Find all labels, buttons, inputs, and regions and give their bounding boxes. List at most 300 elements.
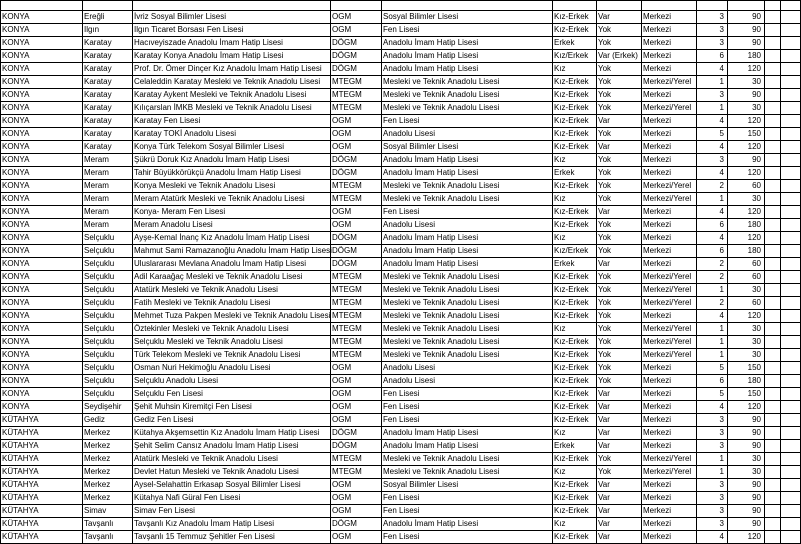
district-cell: Merkez <box>83 492 133 505</box>
empty-cell <box>765 401 781 414</box>
empty-cell <box>781 440 801 453</box>
dormitory-cell: Yok <box>597 362 642 375</box>
dormitory-cell: Var <box>597 141 642 154</box>
district-cell: Karatay <box>83 102 133 115</box>
district-cell: Selçuklu <box>83 258 133 271</box>
dormitory-cell: Yok <box>597 232 642 245</box>
district-cell: Selçuklu <box>83 297 133 310</box>
province-cell: KONYA <box>1 245 83 258</box>
quota-cell: 90 <box>728 24 765 37</box>
admission-cell: Merkezi <box>642 362 697 375</box>
empty-cell <box>765 505 781 518</box>
table-row <box>1 102 801 115</box>
unit-cell: OGM <box>331 479 382 492</box>
quota-cell: 120 <box>728 531 765 544</box>
school-name-cell: Tahir Büyükkörükçü Anadolu İmam Hatip Lisesi <box>133 167 331 180</box>
class-count-cell: 1 <box>697 349 728 362</box>
district-cell: Selçuklu <box>83 375 133 388</box>
gender-cell: Kız <box>553 427 597 440</box>
empty-cell <box>781 167 801 180</box>
quota-cell: 60 <box>728 271 765 284</box>
empty-cell <box>781 492 801 505</box>
table-row <box>1 245 801 258</box>
school-name-cell: Konya Türk Telekom Sosyal Bilimler Lisesi <box>133 141 331 154</box>
empty-cell <box>781 180 801 193</box>
province-cell: KONYA <box>1 63 83 76</box>
table-row <box>1 349 801 362</box>
quota-cell: 120 <box>728 115 765 128</box>
admission-cell: Merkezi <box>642 258 697 271</box>
quota-cell: 120 <box>728 167 765 180</box>
province-cell: KÜTAHYA <box>1 518 83 531</box>
district-cell: Merkez <box>83 440 133 453</box>
class-count-cell: 4 <box>697 141 728 154</box>
class-count-cell: 3 <box>697 11 728 24</box>
table-row <box>1 193 801 206</box>
quota-cell: 180 <box>728 245 765 258</box>
school-name-cell: Kütahya Nafi Güral Fen Lisesi <box>133 492 331 505</box>
province-cell: KONYA <box>1 401 83 414</box>
school-type-cell: Sosyal Bilimler Lisesi <box>382 11 553 24</box>
admission-cell: Merkezi/Yerel <box>642 453 697 466</box>
empty-cell <box>781 505 801 518</box>
class-count-cell: 2 <box>697 271 728 284</box>
gender-cell: Erkek <box>553 167 597 180</box>
class-count-cell: 1 <box>697 323 728 336</box>
school-type-cell: Mesleki ve Teknik Anadolu Lisesi <box>382 284 553 297</box>
school-name-cell: Şehit Muhsin Kiremitçi Fen Lisesi <box>133 401 331 414</box>
quota-cell: 90 <box>728 37 765 50</box>
empty-cell <box>765 362 781 375</box>
class-count-cell: 6 <box>697 375 728 388</box>
school-name-cell: Kılıçarslan İMKB Mesleki ve Teknik Anadolu Lisesi <box>133 102 331 115</box>
quota-cell: 30 <box>728 466 765 479</box>
class-count-cell: 3 <box>697 518 728 531</box>
empty-cell <box>781 310 801 323</box>
school-type-cell: Fen Lisesi <box>382 414 553 427</box>
table-row <box>1 310 801 323</box>
class-count-cell: 4 <box>697 531 728 544</box>
district-cell: Merkez <box>83 479 133 492</box>
unit-cell: MTEGM <box>331 323 382 336</box>
school-name-cell: Karatay Aykent Mesleki ve Teknik Anadolu Lisesi <box>133 89 331 102</box>
school-type-cell: Anadolu İmam Hatip Lisesi <box>382 518 553 531</box>
table-row <box>1 401 801 414</box>
dormitory-cell: Yok <box>597 271 642 284</box>
unit-cell: OGM <box>331 11 382 24</box>
class-count-cell: 4 <box>697 206 728 219</box>
unit-cell: MTEGM <box>331 102 382 115</box>
empty-cell <box>781 453 801 466</box>
school-name-cell: Türk Telekom Mesleki ve Teknik Anadolu Lisesi <box>133 349 331 362</box>
gender-cell: Kız <box>553 63 597 76</box>
unit-cell: MTEGM <box>331 310 382 323</box>
table-row <box>1 1 801 11</box>
admission-cell: Merkezi <box>642 24 697 37</box>
unit-cell: OGM <box>331 362 382 375</box>
empty-cell <box>781 245 801 258</box>
empty-cell <box>765 11 781 24</box>
empty-cell <box>765 466 781 479</box>
school-type-cell: Fen Lisesi <box>382 206 553 219</box>
dormitory-cell: Yok <box>597 297 642 310</box>
gender-cell: Kız <box>553 193 597 206</box>
empty-cell <box>781 24 801 37</box>
province-cell: KÜTAHYA <box>1 505 83 518</box>
admission-cell: Merkezi <box>642 154 697 167</box>
province-cell: KONYA <box>1 24 83 37</box>
gender-cell: Kız-Erkek <box>553 505 597 518</box>
table-row <box>1 388 801 401</box>
dormitory-cell: Yok <box>597 128 642 141</box>
unit-cell: OGM <box>331 492 382 505</box>
table-row <box>1 518 801 531</box>
empty-cell <box>781 479 801 492</box>
admission-cell: Merkezi <box>642 388 697 401</box>
table-row <box>1 453 801 466</box>
admission-cell: Merkezi <box>642 37 697 50</box>
class-count-cell: 3 <box>697 440 728 453</box>
class-count-cell: 2 <box>697 297 728 310</box>
unit-cell: OGM <box>331 531 382 544</box>
gender-cell: Kız-Erkek <box>553 453 597 466</box>
province-cell: KONYA <box>1 323 83 336</box>
province-cell: KONYA <box>1 89 83 102</box>
empty-cell <box>765 232 781 245</box>
district-cell: Karatay <box>83 128 133 141</box>
table-row <box>1 128 801 141</box>
school-name-cell: Ilgın Ticaret Borsası Fen Lisesi <box>133 24 331 37</box>
quota-cell: 180 <box>728 219 765 232</box>
unit-cell: MTEGM <box>331 284 382 297</box>
admission-cell: Merkezi/Yerel <box>642 271 697 284</box>
province-cell: KONYA <box>1 349 83 362</box>
unit-cell: OGM <box>331 505 382 518</box>
district-cell: Selçuklu <box>83 271 133 284</box>
class-count-cell: 4 <box>697 167 728 180</box>
district-cell: Ilgın <box>83 24 133 37</box>
province-cell: KONYA <box>1 180 83 193</box>
table-row <box>1 76 801 89</box>
unit-cell: MTEGM <box>331 271 382 284</box>
dormitory-cell: Var <box>597 440 642 453</box>
empty-cell <box>765 37 781 50</box>
school-type-cell: Fen Lisesi <box>382 24 553 37</box>
unit-cell: DÖGM <box>331 154 382 167</box>
school-type-cell: Anadolu İmam Hatip Lisesi <box>382 63 553 76</box>
class-count-cell: 3 <box>697 492 728 505</box>
quota-cell: 90 <box>728 440 765 453</box>
empty-cell <box>781 258 801 271</box>
gender-cell: Kız <box>553 323 597 336</box>
school-name-cell: Öztekinler Mesleki ve Teknik Anadolu Lisesi <box>133 323 331 336</box>
quota-cell: 90 <box>728 427 765 440</box>
class-count-cell: 4 <box>697 115 728 128</box>
unit-cell: OGM <box>331 375 382 388</box>
province-cell: KÜTAHYA <box>1 414 83 427</box>
class-count-cell: 6 <box>697 50 728 63</box>
dormitory-cell: Yok <box>597 336 642 349</box>
class-count-cell: 4 <box>697 232 728 245</box>
school-name-cell: Selçuklu Fen Lisesi <box>133 388 331 401</box>
school-type-cell: Fen Lisesi <box>382 505 553 518</box>
admission-cell: Merkezi <box>642 492 697 505</box>
district-cell: Karatay <box>83 141 133 154</box>
unit-cell: MTEGM <box>331 297 382 310</box>
dormitory-cell: Var <box>597 414 642 427</box>
province-cell: KÜTAHYA <box>1 453 83 466</box>
empty-cell <box>781 89 801 102</box>
school-name-cell: Osman Nuri Hekimoğlu Anadolu Lisesi <box>133 362 331 375</box>
district-cell: Selçuklu <box>83 362 133 375</box>
dormitory-cell: Var <box>597 518 642 531</box>
quota-cell: 90 <box>728 89 765 102</box>
province-cell: KÜTAHYA <box>1 531 83 544</box>
class-count-cell: 1 <box>697 102 728 115</box>
empty-cell <box>765 24 781 37</box>
table-row <box>1 141 801 154</box>
class-count-cell: 1 <box>697 284 728 297</box>
quota-cell: 120 <box>728 232 765 245</box>
unit-cell: MTEGM <box>331 466 382 479</box>
district-cell: Selçuklu <box>83 323 133 336</box>
school-type-cell: Mesleki ve Teknik Anadolu Lisesi <box>382 180 553 193</box>
table-row <box>1 427 801 440</box>
school-name-cell: Celaleddin Karatay Mesleki ve Teknik Anadolu Lisesi <box>133 76 331 89</box>
admission-cell: Merkezi <box>642 310 697 323</box>
admission-cell: Merkezi <box>642 505 697 518</box>
school-type-cell: Fen Lisesi <box>382 388 553 401</box>
quota-cell: 120 <box>728 141 765 154</box>
admission-cell: Merkezi <box>642 518 697 531</box>
empty-cell <box>765 219 781 232</box>
class-count-cell: 1 <box>697 76 728 89</box>
empty-cell <box>781 388 801 401</box>
dormitory-cell: Var <box>597 492 642 505</box>
school-name-cell: Uluslararası Mevlana Anadolu İmam Hatip Lisesi <box>133 258 331 271</box>
empty-cell <box>765 479 781 492</box>
unit-cell: DÖGM <box>331 37 382 50</box>
quota-cell: 60 <box>728 258 765 271</box>
district-cell: Karatay <box>83 37 133 50</box>
admission-cell: Merkezi <box>642 50 697 63</box>
school-type-cell: Mesleki ve Teknik Anadolu Lisesi <box>382 349 553 362</box>
admission-cell: Merkezi <box>642 414 697 427</box>
school-type-cell: Mesleki ve Teknik Anadolu Lisesi <box>382 336 553 349</box>
unit-cell: MTEGM <box>331 349 382 362</box>
empty-cell <box>765 141 781 154</box>
table-row <box>1 492 801 505</box>
empty-cell <box>781 531 801 544</box>
empty-cell <box>781 193 801 206</box>
school-name-cell: Karatay Konya Anadolu İmam Hatip Lisesi <box>133 50 331 63</box>
empty-cell <box>765 336 781 349</box>
school-type-cell: Anadolu İmam Hatip Lisesi <box>382 167 553 180</box>
school-name-cell: İvriz Sosyal Bilimler Lisesi <box>133 11 331 24</box>
empty-cell <box>765 297 781 310</box>
table-row <box>1 531 801 544</box>
class-count-cell: 3 <box>697 37 728 50</box>
dormitory-cell: Yok <box>597 193 642 206</box>
district-cell: Gediz <box>83 414 133 427</box>
empty-cell <box>765 258 781 271</box>
admission-cell: Merkezi/Yerel <box>642 180 697 193</box>
admission-cell: Merkezi <box>642 63 697 76</box>
quota-cell: 30 <box>728 76 765 89</box>
district-cell: Selçuklu <box>83 388 133 401</box>
unit-cell: OGM <box>331 414 382 427</box>
admission-cell: Merkezi/Yerel <box>642 193 697 206</box>
dormitory-cell: Yok <box>597 219 642 232</box>
school-type-cell: Anadolu İmam Hatip Lisesi <box>382 154 553 167</box>
empty-cell <box>765 102 781 115</box>
class-count-cell: 3 <box>697 427 728 440</box>
unit-cell: MTEGM <box>331 89 382 102</box>
province-cell: KONYA <box>1 167 83 180</box>
school-type-cell: Anadolu İmam Hatip Lisesi <box>382 427 553 440</box>
school-name-cell: Selçuklu Anadolu Lisesi <box>133 375 331 388</box>
class-count-cell: 3 <box>697 24 728 37</box>
dormitory-cell: Yok <box>597 453 642 466</box>
dormitory-cell: Yok <box>597 37 642 50</box>
gender-cell: Kız-Erkek <box>553 11 597 24</box>
class-count-cell: 4 <box>697 310 728 323</box>
empty-cell <box>765 284 781 297</box>
school-name-cell: Tavşanlı 15 Temmuz Şehitler Fen Lisesi <box>133 531 331 544</box>
school-type-cell: Anadolu Lisesi <box>382 362 553 375</box>
table-row <box>1 50 801 63</box>
unit-cell: OGM <box>331 388 382 401</box>
table-row <box>1 115 801 128</box>
province-cell: KONYA <box>1 50 83 63</box>
district-cell: Selçuklu <box>83 349 133 362</box>
gender-cell: Kız-Erkek <box>553 531 597 544</box>
dormitory-cell: Var <box>597 427 642 440</box>
empty-cell <box>765 180 781 193</box>
province-cell: KONYA <box>1 37 83 50</box>
admission-cell: Merkezi <box>642 141 697 154</box>
dormitory-cell: Var <box>597 258 642 271</box>
table-row <box>1 479 801 492</box>
empty-cell <box>781 141 801 154</box>
empty-cell <box>765 154 781 167</box>
admission-cell: Merkezi <box>642 479 697 492</box>
school-type-cell: Mesleki ve Teknik Anadolu Lisesi <box>382 297 553 310</box>
empty-cell <box>765 375 781 388</box>
dormitory-cell: Yok <box>597 89 642 102</box>
table-body <box>1 1 801 544</box>
gender-cell: Kız-Erkek <box>553 479 597 492</box>
table-row <box>1 219 801 232</box>
dormitory-cell: Var <box>597 505 642 518</box>
province-cell: KONYA <box>1 141 83 154</box>
dormitory-cell: Var <box>597 388 642 401</box>
dormitory-cell: Yok <box>597 154 642 167</box>
province-cell: KONYA <box>1 219 83 232</box>
province-cell: KÜTAHYA <box>1 466 83 479</box>
admission-cell: Merkezi <box>642 440 697 453</box>
school-type-cell: Mesleki ve Teknik Anadolu Lisesi <box>382 271 553 284</box>
quota-cell: 30 <box>728 193 765 206</box>
province-cell: KONYA <box>1 154 83 167</box>
empty-cell <box>781 518 801 531</box>
admission-cell: Merkezi <box>642 115 697 128</box>
school-type-cell: Anadolu İmam Hatip Lisesi <box>382 440 553 453</box>
quota-cell: 30 <box>728 336 765 349</box>
empty-cell <box>781 232 801 245</box>
dormitory-cell: Var <box>597 11 642 24</box>
district-cell: Meram <box>83 180 133 193</box>
province-cell: KÜTAHYA <box>1 492 83 505</box>
quota-cell: 60 <box>728 180 765 193</box>
class-count-cell: 2 <box>697 258 728 271</box>
admission-cell: Merkezi <box>642 232 697 245</box>
quota-cell: 120 <box>728 401 765 414</box>
gender-cell: Kız/Erkek <box>553 245 597 258</box>
province-cell: KONYA <box>1 76 83 89</box>
district-cell: Karatay <box>83 50 133 63</box>
admission-cell: Merkezi <box>642 206 697 219</box>
school-name-cell: Meram Atatürk Mesleki ve Teknik Anadolu Lisesi <box>133 193 331 206</box>
empty-cell <box>781 102 801 115</box>
gender-cell: Erkek <box>553 37 597 50</box>
empty-cell <box>781 50 801 63</box>
gender-cell: Kız-Erkek <box>553 297 597 310</box>
dormitory-cell: Yok <box>597 284 642 297</box>
school-name-cell: Karatay TOKİ Anadolu Lisesi <box>133 128 331 141</box>
quota-cell: 90 <box>728 505 765 518</box>
quota-cell: 30 <box>728 349 765 362</box>
dormitory-cell: Yok <box>597 63 642 76</box>
quota-cell: 150 <box>728 362 765 375</box>
empty-cell <box>781 11 801 24</box>
class-count-cell: 1 <box>697 336 728 349</box>
unit-cell: MTEGM <box>331 193 382 206</box>
province-cell: KONYA <box>1 115 83 128</box>
school-type-cell: Mesleki ve Teknik Anadolu Lisesi <box>382 102 553 115</box>
gender-cell: Kız-Erkek <box>553 141 597 154</box>
school-type-cell: Fen Lisesi <box>382 115 553 128</box>
class-count-cell: 3 <box>697 154 728 167</box>
empty-cell <box>765 115 781 128</box>
district-cell: Meram <box>83 167 133 180</box>
empty-cell <box>765 427 781 440</box>
school-type-cell: Mesleki ve Teknik Anadolu Lisesi <box>382 466 553 479</box>
dormitory-cell: Var <box>597 531 642 544</box>
admission-cell: Merkezi/Yerel <box>642 76 697 89</box>
unit-cell: DÖGM <box>331 50 382 63</box>
gender-cell: Kız-Erkek <box>553 401 597 414</box>
quota-cell: 30 <box>728 284 765 297</box>
gender-cell: Kız-Erkek <box>553 388 597 401</box>
admission-cell: Merkezi <box>642 11 697 24</box>
district-cell: Selçuklu <box>83 284 133 297</box>
gender-cell: Kız-Erkek <box>553 284 597 297</box>
school-name-cell: Konya Mesleki ve Teknik Anadolu Lisesi <box>133 180 331 193</box>
table-row <box>1 362 801 375</box>
table-row <box>1 375 801 388</box>
unit-cell: OGM <box>331 401 382 414</box>
unit-cell: OGM <box>331 219 382 232</box>
school-type-cell: Mesleki ve Teknik Anadolu Lisesi <box>382 193 553 206</box>
province-cell: KÜTAHYA <box>1 427 83 440</box>
empty-cell <box>781 375 801 388</box>
class-count-cell: 5 <box>697 362 728 375</box>
gender-cell: Kız <box>553 232 597 245</box>
table-row <box>1 24 801 37</box>
school-type-cell: Fen Lisesi <box>382 531 553 544</box>
table-row <box>1 336 801 349</box>
